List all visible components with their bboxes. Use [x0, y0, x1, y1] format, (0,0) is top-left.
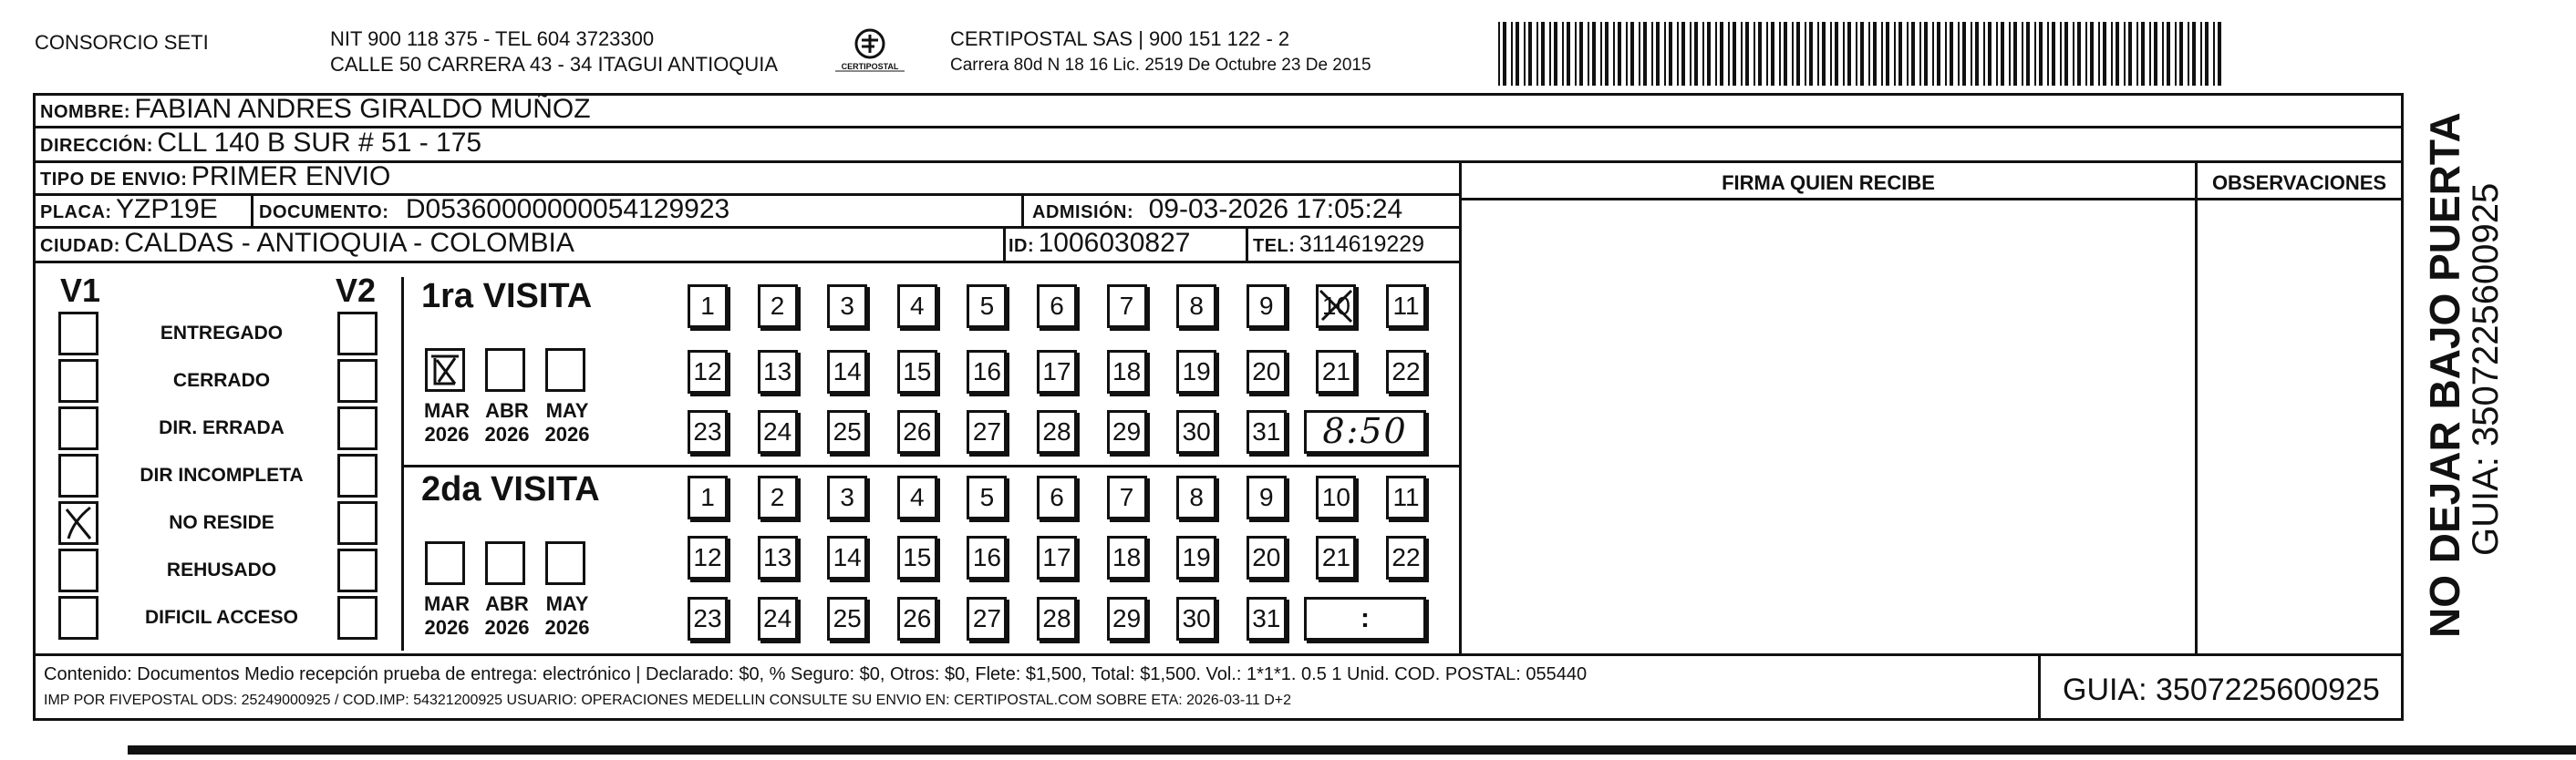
side-no-dejar: NO DEJAR BAJO PUERTA — [2421, 112, 2468, 638]
day-box[interactable]: 15 — [897, 536, 937, 580]
day-box[interactable]: 2 — [758, 284, 798, 328]
first-visit-time-box[interactable] — [1304, 410, 1426, 454]
month-label: ABR — [485, 592, 529, 615]
year-label: 2026 — [424, 423, 470, 446]
direccion-value: CLL 140 B SUR # 51 - 175 — [157, 128, 482, 158]
day-box[interactable]: 22 — [1386, 350, 1426, 394]
admision-value: 09-03-2026 17:05:24 — [1148, 194, 1403, 224]
day-box[interactable]: 9 — [1247, 284, 1287, 328]
first-visit-time: 8:50 — [1322, 411, 1408, 451]
day-box[interactable]: 26 — [897, 410, 937, 454]
certipostal-line2: Carrera 80d N 18 16 Lic. 2519 De Octubre 23 De 2015 — [950, 56, 1371, 75]
day-box[interactable]: 29 — [1107, 597, 1147, 641]
v2-checkbox[interactable] — [337, 312, 378, 355]
id-label: ID: — [1009, 236, 1035, 256]
day-box[interactable]: 5 — [967, 476, 1007, 519]
day-box[interactable]: 30 — [1176, 410, 1216, 454]
footer-guia: GUIA: 3507225600925 — [2063, 673, 2380, 707]
day-box[interactable]: 3 — [827, 284, 867, 328]
day-box[interactable]: 20 — [1247, 536, 1287, 580]
month-label: MAY — [545, 592, 589, 615]
year-label: 2026 — [424, 616, 470, 639]
day-box[interactable]: 26 — [897, 597, 937, 641]
day-box[interactable]: 21 — [1316, 350, 1356, 394]
nit-line: NIT 900 118 375 - TEL 604 3723300 — [330, 27, 655, 50]
day-box[interactable]: 29 — [1107, 410, 1147, 454]
day-box[interactable]: 31 — [1247, 597, 1287, 641]
month-checkbox[interactable] — [485, 348, 525, 392]
documento-label: DOCUMENTO: — [259, 202, 389, 222]
year-label: 2026 — [544, 616, 590, 639]
status-label: REHUSADO — [166, 560, 277, 580]
day-box[interactable]: 19 — [1176, 536, 1216, 580]
day-box[interactable]: 1 — [688, 284, 728, 328]
second-visit-title: 2da VISITA — [421, 470, 600, 508]
status-label: ENTREGADO — [160, 323, 284, 344]
day-box[interactable]: 9 — [1247, 476, 1287, 519]
scan-edge — [128, 745, 2576, 755]
day-box[interactable]: 5 — [967, 284, 1007, 328]
day-box[interactable]: 24 — [758, 597, 798, 641]
day-box[interactable]: 4 — [897, 284, 937, 328]
check-x-icon — [61, 504, 96, 542]
day-box[interactable]: 18 — [1107, 536, 1147, 580]
day-box[interactable]: 22 — [1386, 536, 1426, 580]
status-label: NO RESIDE — [169, 512, 274, 533]
day-box[interactable]: 10 — [1316, 476, 1356, 519]
day-box[interactable]: 15 — [897, 350, 937, 394]
day-box[interactable]: 14 — [827, 536, 867, 580]
day-box[interactable]: 1 — [688, 476, 728, 519]
day-box[interactable]: 12 — [688, 350, 728, 394]
day-box[interactable]: 31 — [1247, 410, 1287, 454]
month-checkbox[interactable] — [485, 541, 525, 585]
day-box[interactable]: 2 — [758, 476, 798, 519]
day-box[interactable]: 18 — [1107, 350, 1147, 394]
v2-checkbox[interactable] — [337, 406, 378, 450]
footer-contenido: Contenido: Documentos Medio recepción prueba de entrega: electrónico | Declarado: $0, % Seguro: $0, Otros: $0, Flete: $1,500, Total: $1,500. Vol.: 1*1*1. 0.5 1 Unid. COD. POSTAL: 055440 — [44, 664, 1588, 684]
v1-checkbox[interactable] — [58, 406, 98, 450]
month-checkbox[interactable] — [545, 348, 585, 392]
first-visit-title: 1ra VISITA — [421, 277, 593, 315]
firma-header: FIRMA QUIEN RECIBE — [1722, 171, 1935, 194]
day-box[interactable]: 25 — [827, 597, 867, 641]
day-box[interactable]: 24 — [758, 410, 798, 454]
day-box[interactable]: 13 — [758, 350, 798, 394]
day-box[interactable]: 13 — [758, 536, 798, 580]
observaciones-header: OBSERVACIONES — [2211, 171, 2387, 194]
check-x-icon — [428, 351, 462, 389]
day-box[interactable]: 7 — [1107, 476, 1147, 519]
v2-header: V2 — [336, 272, 377, 309]
day-box[interactable]: 11 — [1386, 284, 1426, 328]
day-box[interactable]: 6 — [1037, 284, 1077, 328]
certipostal-logo-icon — [832, 24, 908, 82]
month-checkbox[interactable] — [425, 541, 465, 585]
certipostal-logo — [832, 24, 908, 82]
day-box[interactable]: 7 — [1107, 284, 1147, 328]
day-box[interactable]: 17 — [1037, 350, 1077, 394]
admision-label: ADMISIÓN: — [1032, 202, 1134, 222]
day-box[interactable]: 25 — [827, 410, 867, 454]
placa-value: YZP19E — [116, 194, 218, 224]
v1-header: V1 — [60, 272, 101, 309]
direccion-label: DIRECCIÓN: — [40, 136, 153, 156]
tipo-envio-value: PRIMER ENVIO — [191, 161, 391, 191]
certipostal-line1: CERTIPOSTAL SAS | 900 151 122 - 2 — [950, 27, 1290, 50]
day-box[interactable]: 11 — [1386, 476, 1426, 519]
day-box[interactable]: 21 — [1316, 536, 1356, 580]
year-label: 2026 — [484, 423, 530, 446]
side-guia: GUIA: 3507225600925 — [2466, 182, 2506, 556]
day-box[interactable]: 23 — [688, 410, 728, 454]
status-label: DIR INCOMPLETA — [140, 465, 304, 486]
v2-checkbox[interactable] — [337, 501, 378, 545]
observations-area[interactable] — [2199, 202, 2398, 651]
day-box[interactable]: 28 — [1037, 410, 1077, 454]
year-label: 2026 — [484, 616, 530, 639]
id-value: 1006030827 — [1038, 228, 1191, 258]
ciudad-label: CIUDAD: — [40, 236, 120, 256]
month-checkbox[interactable] — [545, 541, 585, 585]
day-box[interactable]: 10 — [1316, 284, 1356, 328]
day-box[interactable]: 28 — [1037, 597, 1077, 641]
day-box[interactable]: 16 — [967, 350, 1007, 394]
day-box[interactable]: 3 — [827, 476, 867, 519]
v1-checkbox[interactable] — [58, 549, 98, 592]
month-label: MAR — [423, 399, 471, 422]
address-line: CALLE 50 CARRERA 43 - 34 ITAGUI ANTIOQUIA — [330, 53, 779, 76]
status-label: DIR. ERRADA — [159, 417, 284, 438]
day-box[interactable]: 12 — [688, 536, 728, 580]
day-box[interactable]: 16 — [967, 536, 1007, 580]
placa-label: PLACA: — [40, 202, 112, 222]
v1-checkbox[interactable] — [58, 454, 98, 498]
day-box[interactable]: 27 — [967, 597, 1007, 641]
v2-checkbox[interactable] — [337, 549, 378, 592]
day-box[interactable]: 8 — [1176, 284, 1216, 328]
tel-value: 3114619229 — [1298, 231, 1425, 257]
nombre-label: NOMBRE: — [40, 102, 131, 122]
v2-checkbox[interactable] — [337, 596, 378, 640]
month-label: MAY — [545, 399, 589, 422]
second-visit-time-box[interactable] — [1304, 597, 1426, 641]
v1-checkbox[interactable] — [58, 501, 98, 545]
ciudad-value: CALDAS - ANTIOQUIA - COLOMBIA — [124, 228, 574, 258]
day-box[interactable]: 6 — [1037, 476, 1077, 519]
month-label: MAR — [423, 592, 471, 615]
status-label: CERRADO — [172, 370, 271, 391]
day-box[interactable]: 4 — [897, 476, 937, 519]
v2-checkbox[interactable] — [337, 454, 378, 498]
check-x-icon — [1317, 285, 1357, 325]
month-checkbox[interactable] — [425, 348, 465, 392]
signature-area[interactable] — [1464, 202, 2192, 651]
footer-imp: IMP POR FIVEPOSTAL ODS: 25249000925 / COD.IMP: 54321200925 USUARIO: OPERACIONES MEDELLIN CONSULTE SU ENVIO EN: CERTIPOSTAL.COM SOBRE ETA: 2026-03-11 D+2 — [44, 693, 1292, 708]
v2-checkbox[interactable] — [337, 359, 378, 403]
year-label: 2026 — [544, 423, 590, 446]
tel-label: TEL: — [1253, 236, 1296, 256]
documento-value: D05360000000054129923 — [405, 194, 730, 224]
day-box[interactable]: 14 — [827, 350, 867, 394]
second-visit-time: : — [1360, 603, 1370, 633]
v1-checkbox[interactable] — [58, 312, 98, 355]
day-box[interactable]: 20 — [1247, 350, 1287, 394]
day-box[interactable]: 8 — [1176, 476, 1216, 519]
v1-checkbox[interactable] — [58, 359, 98, 403]
logo-text: CERTIPOSTAL — [841, 62, 899, 71]
company-name: CONSORCIO SETI — [35, 31, 209, 54]
day-box[interactable]: 23 — [688, 597, 728, 641]
day-box[interactable]: 17 — [1037, 536, 1077, 580]
v1-checkbox[interactable] — [58, 596, 98, 640]
status-label: DIFICIL ACCESO — [144, 607, 298, 628]
day-box[interactable]: 27 — [967, 410, 1007, 454]
day-box[interactable]: 19 — [1176, 350, 1216, 394]
tipo-envio-label: TIPO DE ENVIO: — [40, 169, 188, 190]
month-label: ABR — [485, 399, 529, 422]
day-box[interactable]: 30 — [1176, 597, 1216, 641]
nombre-value: FABIAN ANDRES GIRALDO MUÑOZ — [134, 94, 591, 124]
barcode — [1498, 22, 2225, 86]
